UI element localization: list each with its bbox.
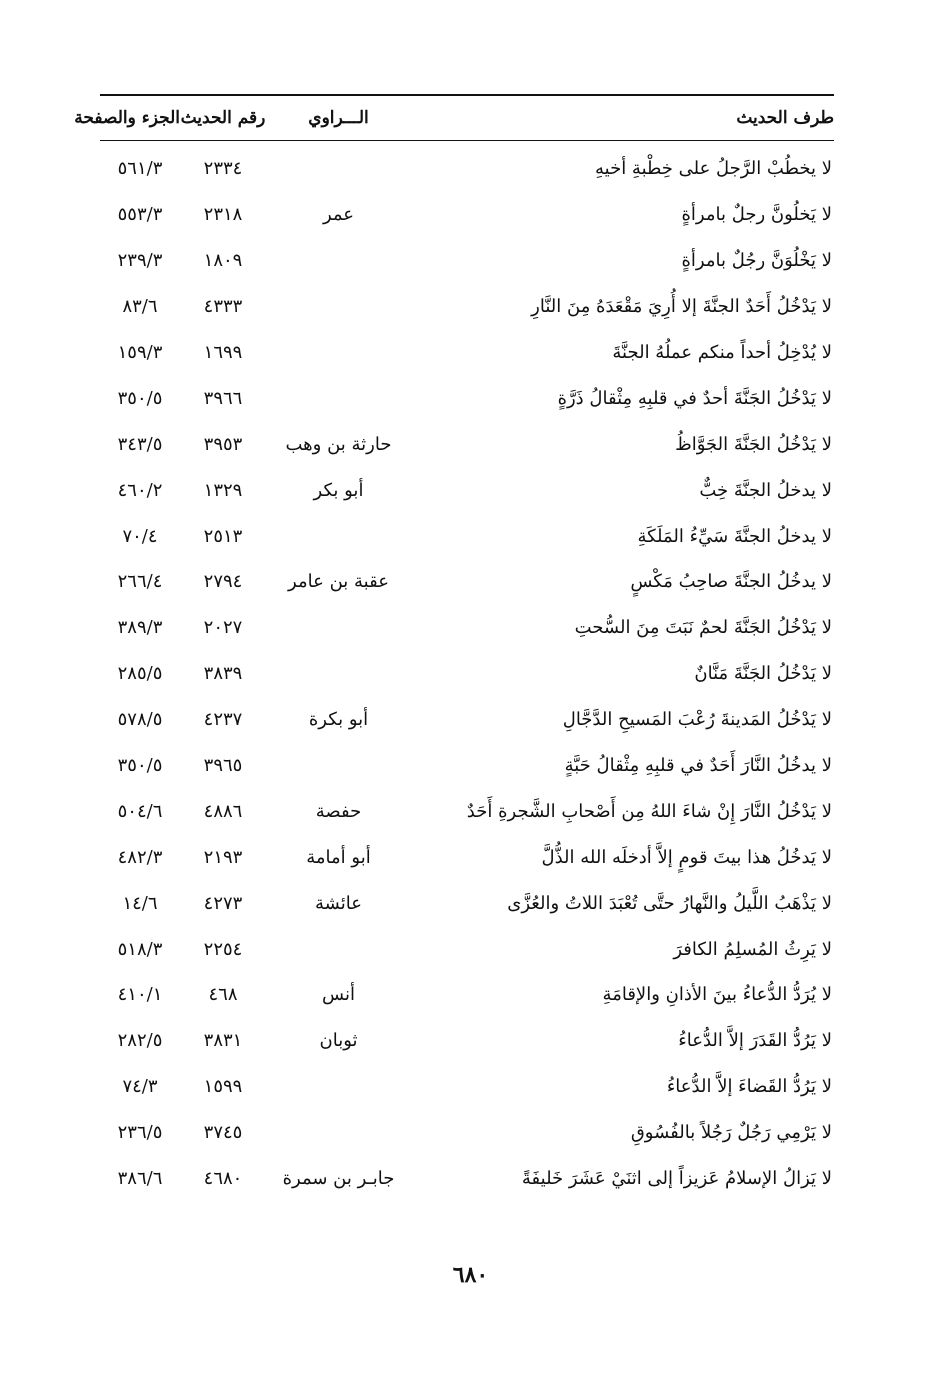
header-number: رقم الحديث: [180, 108, 266, 128]
volume-page-cell: ٥١٨/٣: [117, 938, 163, 960]
hadith-number-cell: ٣٨٣٩: [203, 663, 243, 685]
volume-page-cell: ٧٤/٣: [122, 1076, 158, 1098]
volume-page-cell: ٢٨٢/٥: [117, 1030, 163, 1052]
hadith-number-cell: ١٦٩٩: [203, 342, 243, 363]
header-hadith: طرف الحديث: [736, 108, 834, 128]
volume-page-cell: ١٥٩/٣: [117, 342, 163, 363]
hadith-cell: لا يَدْخُلُ الجَنَّةَ أحدٌ في قلبِهِ مِثْقالُ ذَرَّةٍ: [557, 387, 832, 409]
table-row: [100, 834, 846, 880]
rawi-cell: [266, 140, 411, 192]
hadith-number-cell: ٤٢٣٧: [203, 709, 243, 731]
volume-page-cell: ٣٨٦/٦: [117, 1168, 163, 1190]
hadith-cell: لا يَرُدُّ القَضاءَ إلاَّ الدُّعاءُ: [666, 1076, 832, 1098]
volume-page-cell: ٢٨٥/٥: [117, 663, 163, 685]
hadith-cell: لا يَدْخُلُ أَحَدٌ الجنَّةَ إلا أُرِيَ مَقْعَدَهُ مِنَ النَّارِ: [531, 296, 832, 318]
hadith-number-cell: ١٣٢٩: [203, 479, 243, 501]
table-row: [100, 1110, 846, 1156]
rawi-cell: جابـر بن سمرة: [282, 1168, 395, 1190]
table-row: [100, 1018, 846, 1064]
rawi-cell: [266, 238, 411, 284]
rawi-cell: [266, 375, 411, 421]
table-row: [100, 1064, 846, 1110]
rawi-cell: أبو بكر: [313, 479, 364, 501]
rawi-cell: [266, 651, 411, 697]
table-row: [100, 1156, 846, 1202]
rawi-cell: [266, 1110, 411, 1156]
hadith-number-cell: ٣٩٦٦: [203, 387, 243, 409]
table-row: [100, 330, 846, 376]
hadith-number-cell: ٢٥١٣: [203, 525, 243, 547]
volume-page-cell: ٣٥٠/٥: [117, 387, 163, 409]
hadith-cell: لا يخطُبْ الرَّجلُ على خِطْبةِ أخيهِ: [594, 158, 832, 180]
rawi-cell: أبو بكرة: [308, 709, 369, 731]
table-row: [100, 926, 846, 972]
rawi-cell: [266, 513, 411, 559]
hadith-cell: لا يَرُدُّ القَدَرَ إلاَّ الدُّعاءُ: [678, 1030, 832, 1052]
header-volume-page: الجزء والصفحة: [74, 108, 180, 128]
hadith-cell: لا يدخلُ الجنَّةَ سَيِّءُ المَلَكَةِ: [637, 525, 832, 547]
hadith-cell: لا يدخلُ الجنَّةَ خِبٌّ: [699, 479, 832, 501]
hadith-number-cell: ٢٢٥٤: [203, 938, 243, 960]
volume-page-cell: ٣٤٣/٥: [117, 433, 163, 455]
volume-page-cell: ٤٨٢/٣: [117, 846, 163, 868]
rawi-cell: [266, 1064, 411, 1110]
table-row: [100, 697, 846, 743]
rawi-cell: [266, 330, 411, 376]
table-row: [100, 192, 846, 238]
rawi-cell: حارثة بن وهب: [285, 433, 392, 455]
hadith-cell: لا يَخْلُوَنَّ رجُلٌ بامرأةٍ: [681, 250, 832, 272]
hadith-cell: لا يَرِثُ المُسلِمُ الكافرَ: [673, 938, 832, 960]
rawi-cell: أبو أمامة: [306, 846, 371, 868]
volume-page-cell: ٥٠٤/٦: [117, 800, 163, 822]
volume-page-cell: ٤٦٠/٢: [117, 479, 163, 501]
hadith-cell: لا يَرْمِي رَجُلٌ رَجُلاً بالفُسُوقِ: [630, 1122, 832, 1144]
hadith-number-cell: ٢٠٢٧: [203, 617, 243, 639]
rawi-cell: [266, 743, 411, 789]
rawi-cell: عقبة بن عامر: [288, 571, 389, 593]
hadith-number-cell: ٢٣٣٤: [203, 158, 243, 180]
volume-page-cell: ٧٠/٤: [122, 525, 158, 547]
hadith-cell: لا يَدْخُلُ النَّارَ إِنْ شاءَ اللهُ مِن أَصْحابِ الشَّجرةِ أَحَدٌ: [466, 800, 832, 822]
hadith-cell: لا يَدْخُلُ الجَنَّةَ الجَوَّاظُ: [675, 433, 832, 455]
hadith-cell: لا يدخُلُ الجنَّةَ صاحِبُ مَكْسٍ: [630, 571, 832, 593]
table-body: [100, 140, 846, 1201]
table-row: [100, 140, 846, 192]
hadith-number-cell: ٢٣١٨: [203, 204, 243, 226]
rawi-cell: عمر: [322, 204, 355, 226]
hadith-number-cell: ٢٧٩٤: [203, 571, 243, 593]
rawi-cell: حفصة: [315, 800, 362, 822]
table-row: [100, 284, 846, 330]
hadith-number-cell: ٤٦٨٠: [203, 1168, 243, 1190]
hadith-cell: لا يَدْخُلُ الجَنَّةَ مَنَّانٌ: [694, 663, 832, 685]
table-row: [100, 788, 846, 834]
table-row: [100, 972, 846, 1018]
hadith-cell: لا يَزالُ الإسلامُ عَزيزاً إلى اثنَيْ عَشَرَ خَليفَةً: [521, 1168, 832, 1190]
volume-page-cell: ١٤/٦: [122, 892, 158, 914]
table-row: [100, 238, 846, 284]
volume-page-cell: ٤١٠/١: [117, 984, 163, 1006]
hadith-number-cell: ٤٢٧٣: [203, 892, 243, 914]
hadith-cell: لا يَخلُونَّ رجلٌ بامرأةٍ: [681, 204, 832, 226]
page-number: ٦٨٠: [452, 1262, 489, 1288]
table-row: [100, 605, 846, 651]
hadith-cell: لا يدخُلُ النَّارَ أَحَدٌ في قلبِهِ مِثْقالُ حَبَّةٍ: [564, 755, 832, 777]
hadith-cell: لا يَدْخُلُ الجَنَّةَ لحمٌ نَبَتَ مِنَ السُّحتِ: [574, 617, 832, 639]
hadith-number-cell: ٣٩٦٥: [203, 755, 243, 777]
rawi-cell: أنس: [322, 984, 355, 1006]
hadith-number-cell: ٣٩٥٣: [203, 433, 243, 455]
hadith-cell: لا يَذْهَبُ اللَّيلُ والنَّهارُ حتَّى تُعْبَدَ اللاتُ والعُزَّى: [507, 892, 832, 914]
header-rawi: الـــراوي: [308, 108, 369, 128]
table-row: [100, 421, 846, 467]
hadith-number-cell: ٤٨٨٦: [203, 800, 243, 822]
rawi-cell: [266, 926, 411, 972]
hadith-number-cell: ٤٦٨: [208, 984, 238, 1006]
table-row: [100, 880, 846, 926]
volume-page-cell: ٥٥٣/٣: [117, 204, 163, 226]
hadith-cell: لا يَدخُلُ هذا بيتَ قومٍ إلاَّ أدخلَه الله الذُّلَّ: [541, 846, 832, 868]
rawi-cell: [266, 284, 411, 330]
rawi-cell: ثوبان: [319, 1030, 358, 1052]
rawi-cell: [266, 605, 411, 651]
hadith-cell: لا يَدْخُلُ المَدينةَ رُعْبَ المَسيحِ الدَّجَّالِ: [562, 709, 832, 731]
hadith-number-cell: ٢١٩٣: [203, 846, 243, 868]
volume-page-cell: ٥٦١/٣: [117, 158, 163, 180]
table-row: [100, 513, 846, 559]
table-row: [100, 467, 846, 513]
table-row: [100, 651, 846, 697]
volume-page-cell: ٣٨٩/٣: [117, 617, 163, 639]
table-header-row: [100, 96, 846, 140]
volume-page-cell: ٢٣٩/٣: [117, 250, 163, 272]
table-row: [100, 375, 846, 421]
hadith-number-cell: ١٨٠٩: [203, 250, 243, 272]
hadith-index-table: [74, 96, 846, 1201]
volume-page-cell: ٥٧٨/٥: [117, 709, 163, 731]
rawi-cell: عائشة: [315, 892, 362, 914]
volume-page-cell: ٣٥٠/٥: [117, 755, 163, 777]
hadith-number-cell: ٤٣٣٣: [203, 296, 243, 318]
hadith-cell: لا يُرَدُّ الدُّعاءُ بينَ الأذانِ والإقامَةِ: [602, 984, 832, 1006]
volume-page-cell: ٢٦٦/٤: [117, 571, 163, 593]
volume-page-cell: ٨٣/٦: [122, 296, 158, 318]
hadith-number-cell: ٣٨٣١: [203, 1030, 243, 1052]
hadith-number-cell: ٣٧٤٥: [203, 1122, 243, 1144]
hadith-cell: لا يُدْخِلُ أحداً منكم عملُهُ الجنَّةَ: [612, 342, 832, 363]
volume-page-cell: ٢٣٦/٥: [117, 1122, 163, 1144]
hadith-number-cell: ١٥٩٩: [203, 1076, 243, 1098]
table-row: [100, 743, 846, 789]
table-row: [100, 559, 846, 605]
